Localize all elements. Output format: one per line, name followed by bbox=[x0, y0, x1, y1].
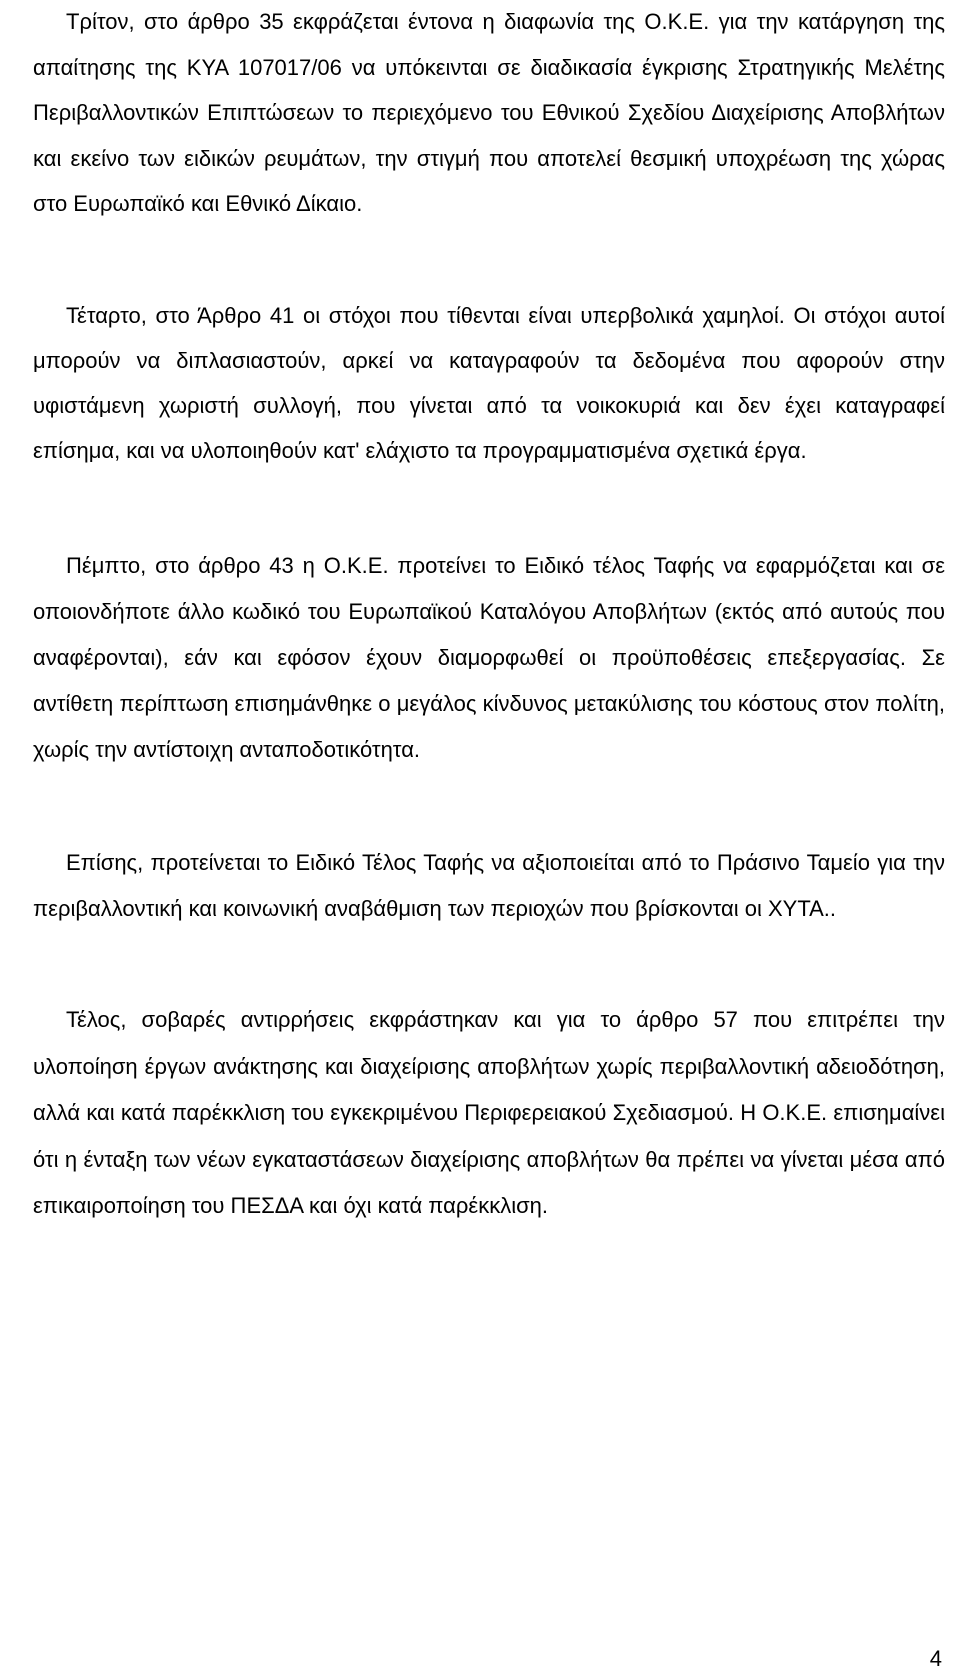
paragraph-article-35 bbox=[33, 0, 945, 227]
paragraph-text: Τέλος, σοβαρές αντιρρήσεις εκφράστηκαν και για το άρθρο 57 που επιτρέπει την υλοποίηση έργων ανάκτησης και διαχείρισης αποβλήτων χωρίς περιβαλλοντική αδειοδότηση, αλλά και κατά παρέκκλιση του εγκεκριμένου Περιφερειακού Σχεδιασμού. Η Ο.Κ.Ε. επισημαίνει ότι η ένταξη των νέων εγκαταστάσεων διαχείρισης αποβλήτων θα πρέπει να γίνεται μέσα από επικαιροποίηση του ΠΕΣΔΑ και όχι κατά παρέκκλιση. bbox=[33, 1007, 945, 1218]
paragraph-landfill-fee bbox=[33, 840, 945, 932]
paragraph-article-57 bbox=[33, 997, 945, 1230]
paragraph-text: Πέμπτο, στο άρθρο 43 η Ο.Κ.Ε. προτείνει το Ειδικό τέλος Ταφής να εφαρμόζεται και σε οποιονδήποτε άλλο κωδικό του Ευρωπαϊκού Καταλόγου Αποβλήτων (εκτός από αυτούς που αναφέρονται), εάν και εφόσον έχουν διαμορφωθεί οι προϋποθέσεις επεξεργασίας. Σε αντίθετη περίπτωση επισημάνθηκε ο μεγάλος κίνδυνος μετακύλισης του κόστους στον πολίτη, χωρίς την αντίστοιχη ανταποδοτικότητα. bbox=[33, 553, 945, 762]
paragraph-text: Τρίτον, στο άρθρο 35 εκφράζεται έντονα η διαφωνία της Ο.Κ.Ε. για την κατάργηση της απαίτησης της ΚΥΑ 107017/06 να υπόκεινται σε διαδικασία έγκρισης Στρατηγικής Μελέτης Περιβαλλοντικών Επιπτώσεων το περιεχόμενο του Εθνικού Σχεδίου Διαχείρισης Αποβλήτων και εκείνο των ειδικών ρευμάτων, την στιγμή που αποτελεί θεσμική υποχρέωση της χώρας στο Ευρωπαϊκό και Εθνικό Δίκαιο. bbox=[33, 9, 945, 216]
paragraph-text: Επίσης, προτείνεται το Ειδικό Τέλος Ταφής να αξιοποιείται από το Πράσινο Ταμείο για την περιβαλλοντική και κοινωνική αναβάθμιση των περιοχών που βρίσκονται οι ΧΥΤΑ.. bbox=[33, 850, 945, 921]
paragraph-text: Τέταρτο, στο Άρθρο 41 οι στόχοι που τίθενται είναι υπερβολικά χαμηλοί. Οι στόχοι αυτοί μπορούν να διπλασιαστούν, αρκεί να καταγραφούν τα δεδομένα που αφορούν στην υφιστάμενη χωριστή συλλογή, που γίνεται από τα νοικοκυριά και δεν έχει καταγραφεί επίσημα, και να υλοποιηθούν κατ' ελάχιστο τα προγραμματισμένα σχετικά έργα. bbox=[33, 303, 945, 463]
page-number: 4 bbox=[929, 1646, 942, 1671]
paragraph-article-41 bbox=[33, 293, 945, 473]
paragraph-article-43 bbox=[33, 543, 945, 773]
